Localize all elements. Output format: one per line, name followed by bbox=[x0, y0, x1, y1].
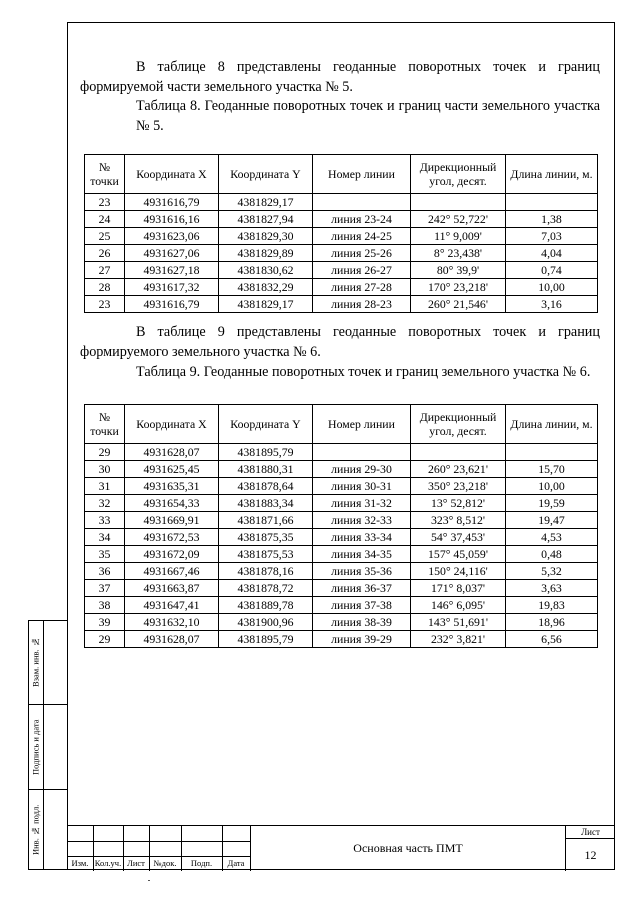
cell-line-no: линия 37-38 bbox=[313, 597, 411, 614]
intro-paragraph-table8-text: В таблице 8 представлены геоданные поворотных точек и границ формируемой части земельного участка № 5. bbox=[80, 59, 600, 95]
cell-line-no: линия 29-30 bbox=[313, 461, 411, 478]
cell-point-no: 34 bbox=[85, 529, 125, 546]
cell-point-no: 37 bbox=[85, 580, 125, 597]
cell-coord-x: 4931628,07 bbox=[125, 444, 219, 461]
cell-coord-y: 4381875,35 bbox=[219, 529, 313, 546]
cell-point-no: 33 bbox=[85, 512, 125, 529]
col-header-coord-x: Координата X bbox=[125, 405, 219, 444]
tb-col-data: Дата bbox=[227, 858, 245, 868]
tb-col-izm: Изм. bbox=[71, 858, 89, 868]
scan-speck bbox=[148, 880, 150, 881]
document-title bbox=[250, 826, 566, 871]
cell-bearing: 242° 52,722' bbox=[411, 211, 506, 228]
cell-coord-y: 4381871,66 bbox=[219, 512, 313, 529]
cell-point-no: 27 bbox=[85, 262, 125, 279]
cell-length: 10,00 bbox=[506, 478, 598, 495]
col-header-bearing: Дирекционный угол, десят. bbox=[411, 155, 506, 194]
cell-coord-y: 4381878,64 bbox=[219, 478, 313, 495]
cell-length: 0,48 bbox=[506, 546, 598, 563]
cell-length: 1,38 bbox=[506, 211, 598, 228]
cell-bearing bbox=[411, 194, 506, 211]
cell-coord-y: 4381895,79 bbox=[219, 631, 313, 648]
cell-bearing: 260° 23,621' bbox=[411, 461, 506, 478]
table-row bbox=[85, 512, 598, 529]
table-row bbox=[85, 614, 598, 631]
cell-coord-x: 4931667,46 bbox=[125, 563, 219, 580]
table8-caption bbox=[136, 96, 600, 136]
cell-bearing: 350° 23,218' bbox=[411, 478, 506, 495]
cell-line-no: линия 34-35 bbox=[313, 546, 411, 563]
tb-col-ndok: №док. bbox=[153, 858, 177, 868]
col-header-bearing: Дирекционный угол, десят. bbox=[411, 405, 506, 444]
cell-length: 15,70 bbox=[506, 461, 598, 478]
cell-coord-x: 4931623,06 bbox=[125, 228, 219, 245]
col-header-length: Длина линии, м. bbox=[506, 405, 598, 444]
cell-point-no: 39 bbox=[85, 614, 125, 631]
cell-line-no: линия 26-27 bbox=[313, 262, 411, 279]
cell-bearing: 8° 23,438' bbox=[411, 245, 506, 262]
col-header-coord-y: Координата Y bbox=[219, 155, 313, 194]
col-header-line-no: Номер линии bbox=[313, 405, 411, 444]
cell-point-no: 38 bbox=[85, 597, 125, 614]
table-row bbox=[85, 194, 598, 211]
table-8 bbox=[84, 154, 598, 313]
col-header-length: Длина линии, м. bbox=[506, 155, 598, 194]
sheet-label: Лист bbox=[566, 826, 615, 839]
cell-coord-y: 4381878,16 bbox=[219, 563, 313, 580]
cell-bearing: 170° 23,218' bbox=[411, 279, 506, 296]
cell-line-no: линия 33-34 bbox=[313, 529, 411, 546]
table-row bbox=[85, 262, 598, 279]
cell-length: 0,74 bbox=[506, 262, 598, 279]
cell-bearing: 171° 8,037' bbox=[411, 580, 506, 597]
col-header-coord-y: Координата Y bbox=[219, 405, 313, 444]
cell-coord-y: 4381829,17 bbox=[219, 194, 313, 211]
intro-paragraph-table9 bbox=[80, 322, 600, 362]
col-header-point-no: № точки bbox=[85, 155, 125, 194]
side-label-podpis: Подпись и дата bbox=[30, 719, 41, 775]
cell-coord-y: 4381827,94 bbox=[219, 211, 313, 228]
cell-line-no bbox=[313, 444, 411, 461]
table-row bbox=[85, 563, 598, 580]
cell-bearing: 146° 6,095' bbox=[411, 597, 506, 614]
intro-paragraph-table8 bbox=[80, 57, 600, 97]
table-8-body bbox=[85, 194, 598, 313]
table-row bbox=[85, 546, 598, 563]
cell-length: 18,96 bbox=[506, 614, 598, 631]
table-row bbox=[85, 228, 598, 245]
table-9 bbox=[84, 404, 598, 648]
sheet-number: 12 bbox=[584, 848, 597, 862]
side-stamp bbox=[28, 620, 68, 870]
cell-line-no: линия 35-36 bbox=[313, 563, 411, 580]
cell-coord-x: 4931669,91 bbox=[125, 512, 219, 529]
table-row bbox=[85, 296, 598, 313]
cell-coord-x: 4931627,06 bbox=[125, 245, 219, 262]
cell-coord-x: 4931625,45 bbox=[125, 461, 219, 478]
cell-point-no: 29 bbox=[85, 444, 125, 461]
table-row bbox=[85, 279, 598, 296]
table-row bbox=[85, 211, 598, 228]
cell-coord-x: 4931632,10 bbox=[125, 614, 219, 631]
table-9-body bbox=[85, 444, 598, 648]
cell-length bbox=[506, 194, 598, 211]
cell-bearing: 323° 8,512' bbox=[411, 512, 506, 529]
cell-point-no: 31 bbox=[85, 478, 125, 495]
title-block bbox=[67, 825, 615, 871]
table-row bbox=[85, 495, 598, 512]
cell-length: 7,03 bbox=[506, 228, 598, 245]
cell-length: 6,56 bbox=[506, 631, 598, 648]
cell-point-no: 24 bbox=[85, 211, 125, 228]
cell-coord-y: 4381895,79 bbox=[219, 444, 313, 461]
cell-point-no: 30 bbox=[85, 461, 125, 478]
cell-length: 19,83 bbox=[506, 597, 598, 614]
cell-bearing: 11° 9,009' bbox=[411, 228, 506, 245]
cell-length: 19,59 bbox=[506, 495, 598, 512]
tb-col-koluch: Кол.уч. bbox=[94, 858, 122, 868]
cell-coord-x: 4931647,41 bbox=[125, 597, 219, 614]
cell-length bbox=[506, 444, 598, 461]
cell-coord-y: 4381875,53 bbox=[219, 546, 313, 563]
cell-line-no: линия 24-25 bbox=[313, 228, 411, 245]
tb-col-list: Лист bbox=[127, 858, 145, 868]
cell-length: 5,32 bbox=[506, 563, 598, 580]
cell-bearing: 54° 37,453' bbox=[411, 529, 506, 546]
cell-coord-y: 4381830,62 bbox=[219, 262, 313, 279]
cell-point-no: 25 bbox=[85, 228, 125, 245]
table-row bbox=[85, 631, 598, 648]
cell-point-no: 29 bbox=[85, 631, 125, 648]
cell-bearing: 80° 39,9' bbox=[411, 262, 506, 279]
side-label-vzam: Взам. инв. № bbox=[30, 637, 41, 688]
table9-caption-text: Таблица 9. Геоданные поворотных точек и границ земельного участка № 6. bbox=[136, 364, 591, 380]
cell-coord-x: 4931672,09 bbox=[125, 546, 219, 563]
cell-length: 4,04 bbox=[506, 245, 598, 262]
side-divider bbox=[43, 620, 44, 870]
cell-line-no: линия 36-37 bbox=[313, 580, 411, 597]
cell-coord-x: 4931635,31 bbox=[125, 478, 219, 495]
cell-coord-x: 4931616,79 bbox=[125, 194, 219, 211]
cell-length: 3,16 bbox=[506, 296, 598, 313]
cell-coord-y: 4381829,30 bbox=[219, 228, 313, 245]
table-row bbox=[85, 461, 598, 478]
cell-point-no: 35 bbox=[85, 546, 125, 563]
cell-coord-y: 4381878,72 bbox=[219, 580, 313, 597]
cell-line-no: линия 38-39 bbox=[313, 614, 411, 631]
cell-bearing: 157° 45,059' bbox=[411, 546, 506, 563]
table-header-row bbox=[85, 155, 598, 194]
cell-point-no: 26 bbox=[85, 245, 125, 262]
cell-coord-y: 4381829,17 bbox=[219, 296, 313, 313]
table-row bbox=[85, 529, 598, 546]
cell-point-no: 32 bbox=[85, 495, 125, 512]
cell-point-no: 28 bbox=[85, 279, 125, 296]
cell-length: 10,00 bbox=[506, 279, 598, 296]
cell-point-no: 36 bbox=[85, 563, 125, 580]
col-header-coord-x: Координата X bbox=[125, 155, 219, 194]
cell-bearing bbox=[411, 444, 506, 461]
table-row bbox=[85, 597, 598, 614]
cell-coord-x: 4931617,32 bbox=[125, 279, 219, 296]
cell-point-no: 23 bbox=[85, 194, 125, 211]
cell-coord-y: 4381889,78 bbox=[219, 597, 313, 614]
intro-paragraph-table9-text: В таблице 9 представлены геоданные поворотных точек и границ формируемого земельного участка № 6. bbox=[80, 324, 600, 360]
tb-col-podp: Подп. bbox=[190, 858, 213, 868]
cell-coord-y: 4381883,34 bbox=[219, 495, 313, 512]
cell-coord-x: 4931672,53 bbox=[125, 529, 219, 546]
table-header-row bbox=[85, 405, 598, 444]
col-header-line-no: Номер линии bbox=[313, 155, 411, 194]
cell-length: 4,53 bbox=[506, 529, 598, 546]
cell-point-no: 23 bbox=[85, 296, 125, 313]
cell-bearing: 260° 21,546' bbox=[411, 296, 506, 313]
cell-coord-x: 4931627,18 bbox=[125, 262, 219, 279]
document-title-text: Основная часть ПМТ bbox=[353, 841, 463, 855]
cell-line-no: линия 25-26 bbox=[313, 245, 411, 262]
cell-coord-x: 4931616,79 bbox=[125, 296, 219, 313]
cell-coord-x: 4931616,16 bbox=[125, 211, 219, 228]
table-row bbox=[85, 245, 598, 262]
cell-length: 3,63 bbox=[506, 580, 598, 597]
cell-coord-x: 4931654,33 bbox=[125, 495, 219, 512]
cell-coord-x: 4931628,07 bbox=[125, 631, 219, 648]
cell-line-no: линия 31-32 bbox=[313, 495, 411, 512]
side-label-inv: Инв. № подл. bbox=[30, 804, 41, 855]
cell-line-no: линия 32-33 bbox=[313, 512, 411, 529]
cell-line-no: линия 30-31 bbox=[313, 478, 411, 495]
cell-bearing: 13° 52,812' bbox=[411, 495, 506, 512]
cell-line-no: линия 28-23 bbox=[313, 296, 411, 313]
table9-caption bbox=[136, 362, 600, 382]
cell-coord-x: 4931663,87 bbox=[125, 580, 219, 597]
cell-length: 19,47 bbox=[506, 512, 598, 529]
cell-coord-y: 4381880,31 bbox=[219, 461, 313, 478]
cell-line-no: линия 27-28 bbox=[313, 279, 411, 296]
cell-line-no: линия 39-29 bbox=[313, 631, 411, 648]
cell-bearing: 232° 3,821' bbox=[411, 631, 506, 648]
cell-coord-y: 4381829,89 bbox=[219, 245, 313, 262]
table-row bbox=[85, 444, 598, 461]
cell-bearing: 150° 24,116' bbox=[411, 563, 506, 580]
table-row bbox=[85, 478, 598, 495]
table-row bbox=[85, 580, 598, 597]
cell-line-no bbox=[313, 194, 411, 211]
cell-coord-y: 4381900,96 bbox=[219, 614, 313, 631]
col-header-point-no: № точки bbox=[85, 405, 125, 444]
cell-bearing: 143° 51,691' bbox=[411, 614, 506, 631]
cell-coord-y: 4381832,29 bbox=[219, 279, 313, 296]
table8-caption-text: Таблица 8. Геоданные поворотных точек и границ части земельного участка № 5. bbox=[136, 98, 600, 134]
cell-line-no: линия 23-24 bbox=[313, 211, 411, 228]
